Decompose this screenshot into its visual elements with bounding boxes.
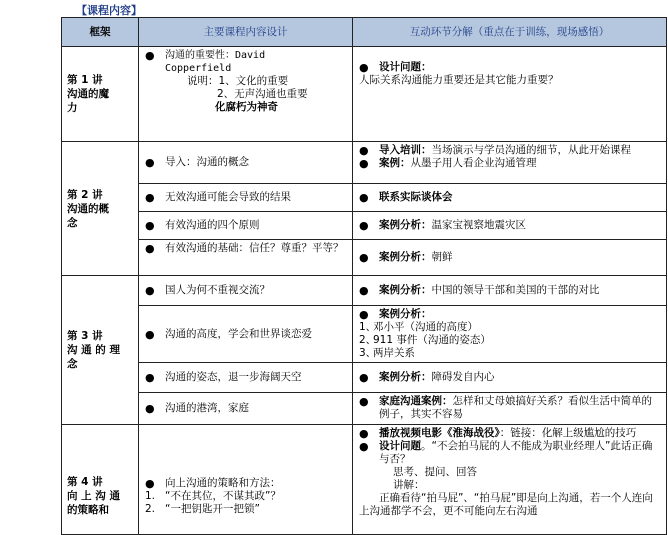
lecture-3-row-4 — [62, 393, 667, 425]
lecture-3-interaction-3: ● 案例分析：障碍发自内心 — [353, 363, 667, 393]
lecture-2-label: 第 2 讲 沟通的概 念 — [62, 142, 139, 276]
lecture-3-interaction-2: ● 案例分析： 1、 邓小平（沟通的高度） 2、 911 事件（沟通的姿态） 3、 两岸关系 — [353, 306, 667, 363]
lecture-4-row — [62, 425, 667, 535]
bullet-icon: ● — [359, 251, 369, 264]
lecture-3-row-2 — [62, 306, 667, 363]
bullet-icon: ● — [145, 402, 155, 415]
lecture-2-content-1: ● 导入：沟通的概念 — [139, 142, 353, 184]
course-content-table — [61, 17, 667, 535]
header-main-content: 主要课程内容设计 — [139, 18, 353, 47]
bullet-icon: ● — [145, 156, 155, 169]
lecture-3-content-4: ● 沟通的港湾，家庭 — [139, 393, 353, 425]
lecture-3-content-3: ● 沟通的姿态，退一步海阔天空 — [139, 363, 353, 393]
bullet-icon: ● — [359, 284, 369, 297]
lecture-3-row-1 — [62, 276, 667, 306]
lecture-2-interaction-3: ● 案例分析：温家宝视察地震灾区 — [353, 212, 667, 240]
lecture-2-content-2: ● 无效沟通可能会导致的结果 — [139, 184, 353, 212]
lecture-1-interaction: ● 设计问题： 人际关系沟通能力重要还是其它能力重要？ — [353, 47, 667, 142]
header-interaction: 互动环节分解（重点在于训练，现场感悟） — [353, 18, 667, 47]
lecture-3-label: 第 3 讲 沟 通 的 理 念 — [62, 276, 139, 425]
bullet-icon: ● — [359, 61, 369, 74]
bullet-icon: ● — [359, 371, 369, 384]
bullet-icon: ● — [145, 477, 155, 490]
lecture-3-content-2: ● 沟通的高度，学会和世界谈恋爱 — [139, 306, 353, 363]
lecture-2-content-4: ● 有效沟通的基础：信任？尊重？平等？ — [139, 240, 353, 276]
lecture-2-row-2 — [62, 184, 667, 212]
lecture-2-interaction-4: ● 案例分析：朝鲜 — [353, 240, 667, 276]
bullet-icon: ● — [359, 440, 369, 453]
bullet-icon: ● — [359, 144, 369, 157]
lecture-3-interaction-4: ● 家庭沟通案例：怎样和丈母娘搞好关系？看似生活中简单的例子，其实不容易 — [353, 393, 667, 425]
lecture-2-interaction-1: ● 导入培训：当场演示与学员沟通的细节，从此开始课程 ● 案例：从墨子用人看企业沟通管理 — [353, 142, 667, 184]
bullet-icon: ● — [359, 427, 369, 440]
bullet-icon: ● — [145, 191, 155, 204]
bullet-icon: ● — [145, 219, 155, 232]
bullet-icon: ● — [359, 395, 369, 408]
lecture-2-interaction-2: ● 联系实际谈体会 — [353, 184, 667, 212]
header-framework: 框架 — [62, 18, 139, 47]
bullet-icon: ● — [359, 157, 369, 170]
lecture-3-interaction-1: ● 案例分析：中国的领导干部和美国的干部的对比 — [353, 276, 667, 306]
lecture-1-content: ● 沟通的重要性：David Copperfield 说明：1、文化的重要 2、无声沟通也重要 化腐朽为神奇 — [139, 47, 353, 142]
bullet-icon: ● — [145, 284, 155, 297]
lecture-2-row-1 — [62, 142, 667, 184]
section-title: 【课程内容】 — [76, 4, 142, 17]
bullet-icon: ● — [145, 49, 155, 62]
bullet-icon: ● — [359, 191, 369, 204]
bullet-icon: ● — [145, 371, 155, 384]
bullet-icon: ● — [359, 219, 369, 232]
lecture-4-label: 第 4 讲 向 上 沟 通 的策略和 — [62, 425, 139, 535]
bullet-icon: ● — [359, 308, 369, 321]
lecture-2-content-3: ● 有效沟通的四个原则 — [139, 212, 353, 240]
lecture-3-row-3 — [62, 363, 667, 393]
lecture-2-row-3 — [62, 212, 667, 240]
lecture-2-row-4 — [62, 240, 667, 276]
bullet-icon: ● — [145, 242, 155, 255]
lecture-1-row — [62, 47, 667, 142]
lecture-1-label: 第 1 讲 沟通的魔 力 — [62, 47, 139, 142]
lecture-4-interaction: ● 播放视频电影《淮海战役》：链接：化解上级尴尬的技巧 ● 设计问题。“不会拍马屁的人不能成为职业经理人”此话正确与否？ 思考、提问、回答 讲解： 正确看待“拍马屁”、“拍马屁”即是向上沟通，若一个人连向上沟通都学不会，更不可能向左右沟通 — [353, 425, 667, 535]
table-header-row — [62, 18, 667, 47]
lecture-4-content: ● 向上沟通的策略和方法： 1. “不在其位，不谋其政”？ 2. “一把钥匙开一把锁” — [139, 425, 353, 535]
lecture-3-content-1: ● 国人为何不重视交流？ — [139, 276, 353, 306]
bullet-icon: ● — [145, 327, 155, 341]
